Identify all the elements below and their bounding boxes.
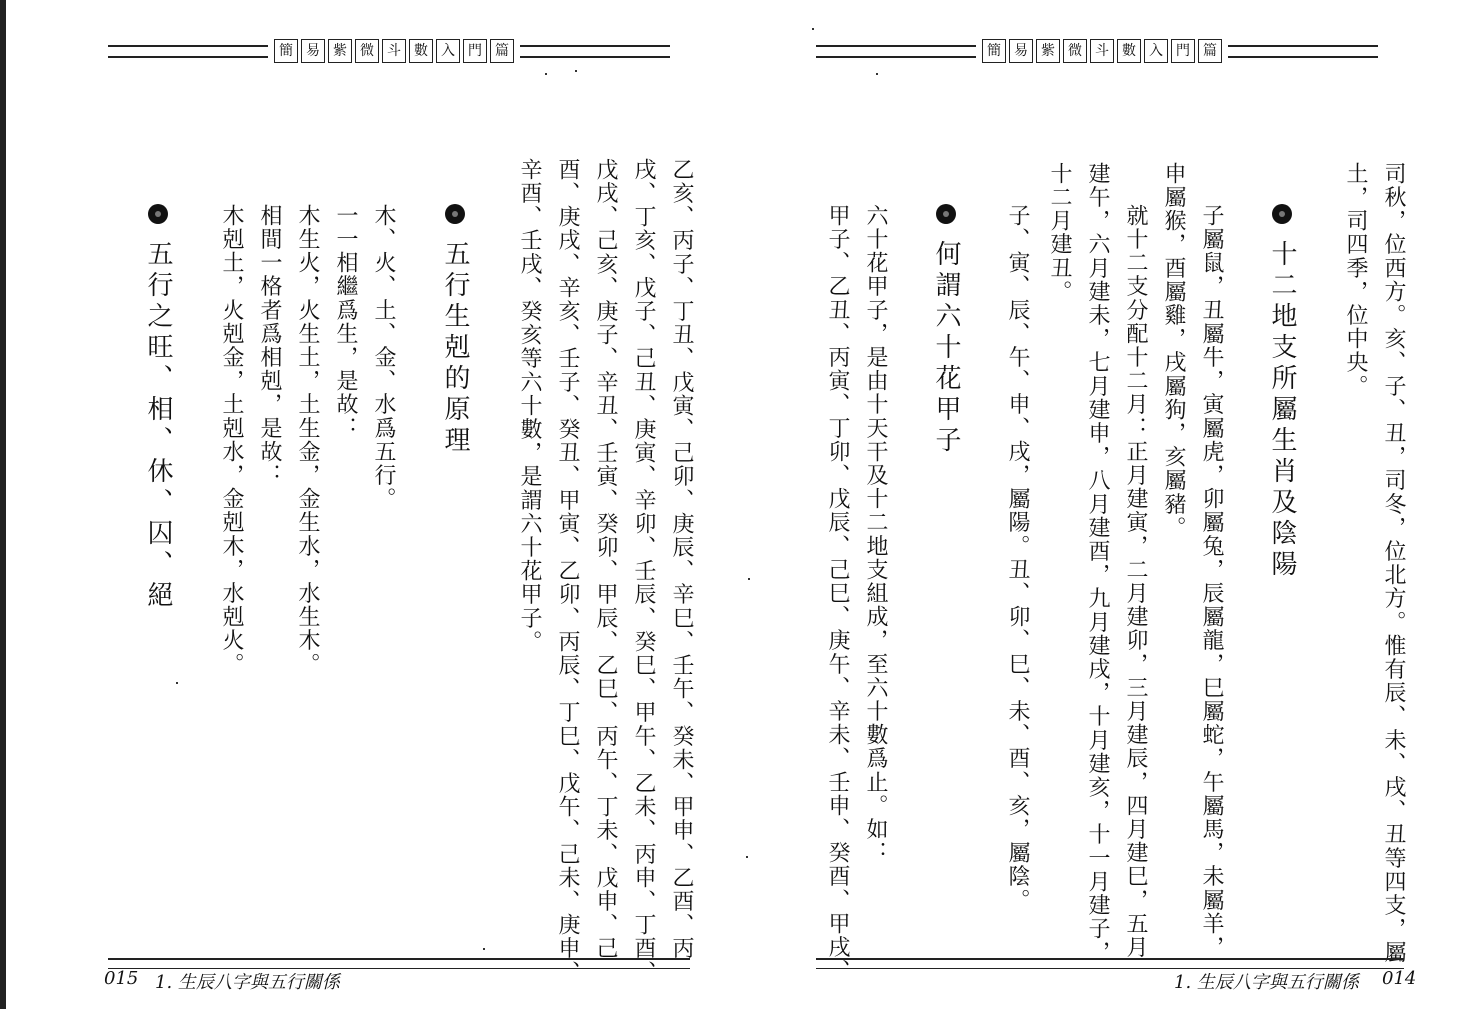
scan-speck bbox=[545, 73, 547, 75]
header-char: 微 bbox=[355, 39, 379, 63]
header-char: 易 bbox=[1009, 39, 1033, 63]
section-heading: 十二地支所屬生肖及陰陽 bbox=[1267, 240, 1297, 581]
header-char: 篇 bbox=[490, 39, 514, 63]
text-column: 司秋，位西方。亥、子、丑，司冬，位北方。惟有辰、未、戌、丑等四支，屬 bbox=[1381, 162, 1406, 965]
header-char: 簡 bbox=[982, 39, 1006, 63]
text-column: 子屬鼠，丑屬牛，寅屬虎，卯屬兔，辰屬龍，巳屬蛇，午屬馬，未屬羊， bbox=[1199, 204, 1224, 960]
text-column: 木生火，火生土，土生金，金生水，水生木。 bbox=[295, 204, 320, 676]
section-heading: 何謂六十花甲子 bbox=[931, 240, 961, 457]
scan-speck bbox=[575, 70, 577, 72]
page-number: 015 bbox=[104, 968, 139, 989]
section-bullet-icon bbox=[445, 204, 465, 224]
header-char: 數 bbox=[409, 39, 433, 63]
footer-chapter: 1. 生辰八字與五行關係 bbox=[1174, 972, 1359, 993]
header-char: 入 bbox=[436, 39, 460, 63]
scan-speck bbox=[812, 28, 814, 30]
header-char: 入 bbox=[1144, 39, 1168, 63]
header-char: 紫 bbox=[1036, 39, 1060, 63]
scan-speck bbox=[876, 73, 878, 75]
text-column: 申屬猴，酉屬雞，戌屬狗，亥屬豬。 bbox=[1161, 162, 1186, 540]
text-column: 一一相繼爲生，是故： bbox=[333, 204, 358, 440]
text-column: 子、寅、辰、午、申、戌，屬陽。丑、卯、巳、未、酉、亥，屬陰。 bbox=[1005, 204, 1030, 912]
header-char: 門 bbox=[1171, 39, 1195, 63]
section-bullet-icon bbox=[148, 204, 168, 224]
header-title bbox=[982, 39, 1222, 63]
text-column: 六十花甲子，是由十天干及十二地支組成，至六十數爲止。如： bbox=[863, 204, 888, 865]
text-column: 建午，六月建未，七月建申，八月建酉，九月建戌，十月建亥，十一月建子， bbox=[1085, 162, 1110, 965]
text-column: 相間一格者爲相剋，是故： bbox=[257, 204, 282, 488]
footer-chapter: 1. 生辰八字與五行關係 bbox=[155, 972, 340, 993]
text-column: 木、火、土、金、水爲五行。 bbox=[371, 204, 396, 511]
page-number: 014 bbox=[1382, 968, 1417, 989]
header-char: 易 bbox=[301, 39, 325, 63]
text-column: 戊戌、己亥、庚子、辛丑、壬寅、癸卯、甲辰、乙巳、丙午、丁未、戊申、己 bbox=[593, 158, 618, 961]
header-char: 簡 bbox=[274, 39, 298, 63]
header-char: 斗 bbox=[1090, 39, 1114, 63]
scan-speck bbox=[176, 682, 178, 684]
text-column: 酉、庚戌、辛亥、壬子、癸丑、甲寅、乙卯、丙辰、丁巳、戊午、己未、庚申、 bbox=[555, 158, 580, 984]
header-rule-left bbox=[108, 45, 268, 58]
scan-speck bbox=[748, 578, 750, 580]
scan-speck bbox=[746, 856, 748, 858]
section-heading: 五行之旺、相、休、囚、絕 bbox=[143, 240, 173, 612]
scan-speck bbox=[483, 948, 485, 950]
text-column: 土，司四季，位中央。 bbox=[1343, 162, 1368, 398]
header-char: 紫 bbox=[328, 39, 352, 63]
text-column: 十二月建丑。 bbox=[1047, 162, 1072, 304]
text-column: 木剋土，火剋金，土剋水，金剋木，水剋火。 bbox=[219, 204, 244, 676]
section-bullet-icon bbox=[936, 204, 956, 224]
right-page bbox=[740, 0, 1476, 1009]
right-running-header bbox=[816, 36, 1378, 66]
text-column: 甲子、乙丑、丙寅、丁卯、戊辰、己巳、庚午、辛未、壬申、癸酉、甲戌、 bbox=[825, 204, 850, 983]
text-column: 戌、丁亥、戊子、己丑、庚寅、辛卯、壬辰、癸巳、甲午、乙未、丙申、丁酉、 bbox=[631, 158, 656, 984]
book-edge bbox=[0, 0, 6, 1009]
header-char: 微 bbox=[1063, 39, 1087, 63]
header-rule-right bbox=[1228, 45, 1378, 58]
header-char: 門 bbox=[463, 39, 487, 63]
text-column: 辛酉、壬戌、癸亥等六十數，是謂六十花甲子。 bbox=[517, 158, 542, 654]
section-bullet-icon bbox=[1272, 204, 1292, 224]
text-column: 乙亥、丙子、丁丑、戊寅、己卯、庚辰、辛巳、壬午、癸未、甲申、乙酉、丙 bbox=[669, 158, 694, 961]
header-char: 斗 bbox=[382, 39, 406, 63]
left-running-header bbox=[108, 36, 670, 66]
header-title bbox=[274, 39, 514, 63]
text-column: 就十二支分配十二月：正月建寅，二月建卯，三月建辰，四月建巳，五月 bbox=[1123, 204, 1148, 960]
header-char: 數 bbox=[1117, 39, 1141, 63]
header-char: 篇 bbox=[1198, 39, 1222, 63]
header-rule-right bbox=[520, 45, 670, 58]
header-rule-left bbox=[816, 45, 976, 58]
section-heading: 五行生剋的原理 bbox=[440, 240, 470, 457]
